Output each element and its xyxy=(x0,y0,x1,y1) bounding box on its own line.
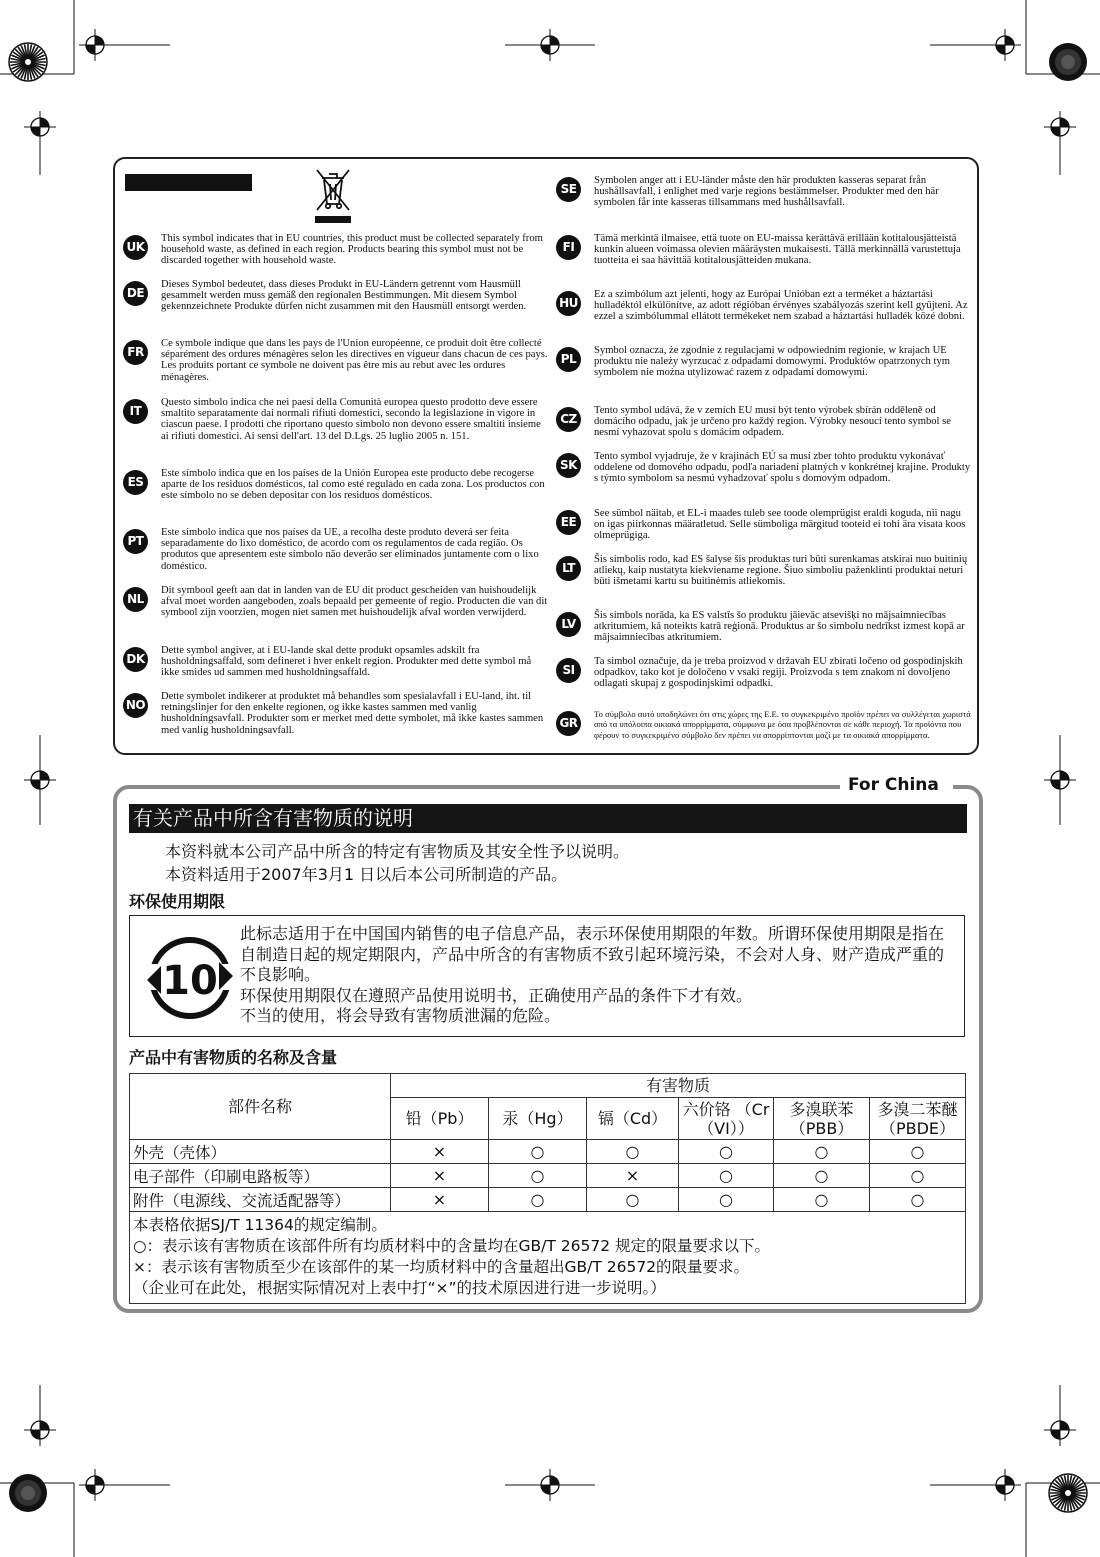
table-cell: × xyxy=(391,1164,489,1188)
table-cell: ○ xyxy=(489,1140,587,1164)
country-badge: DK xyxy=(123,647,148,672)
column-header: 多溴二苯醚 （PBDE） xyxy=(870,1098,966,1140)
row-name: 外壳（壳体） xyxy=(130,1140,391,1164)
country-badge: PL xyxy=(556,347,581,372)
part-name-header: 部件名称 xyxy=(130,1074,391,1140)
row-name: 附件（电源线、交流适配器等） xyxy=(130,1188,391,1212)
country-badge: GR xyxy=(556,711,581,736)
country-badge: SI xyxy=(556,658,581,683)
country-badge: NL xyxy=(123,587,148,612)
table-cell: ○ xyxy=(870,1140,966,1164)
notice-text: See sümbol näitab, et EL-i maades tuleb see toode olemprügist eraldi koguda, nii nagu on igas piirkonnas määratletud. Selle sümboliga märgitud tooteid ei tohi ära visata koos olmeprügiga. xyxy=(594,508,966,542)
table-cell: × xyxy=(391,1188,489,1212)
period-logo-number: 10 xyxy=(162,958,218,1004)
notice-text: Dette symbol angiver, at i EU-lande skal dette produkt opsamles adskilt fra husholdningsaffald, som defineret i hver enkelt region. Produkter med dette symbol må ikke smides ud sammen med husholdningsaffald. xyxy=(161,645,532,679)
table-row xyxy=(130,1188,966,1212)
environmental-period-box xyxy=(129,915,965,1037)
country-badge: DE xyxy=(123,281,148,306)
table-cell: ○ xyxy=(774,1140,870,1164)
hazardous-substances-table xyxy=(129,1073,966,1304)
column-header: 汞（Hg） xyxy=(489,1098,587,1140)
country-badge: CZ xyxy=(556,407,581,432)
column-header: 六价铬 （Cr（VI）） xyxy=(679,1098,774,1140)
china-intro xyxy=(165,840,629,886)
table-cell: ○ xyxy=(774,1164,870,1188)
table-cell: ○ xyxy=(587,1140,679,1164)
china-section-title: 有关产品中所含有害物质的说明 xyxy=(129,804,967,833)
intro-line: 本资料适用于2007年3月1 日以后本公司所制造的产品。 xyxy=(165,865,568,884)
header-bar xyxy=(125,174,252,191)
country-badge: LV xyxy=(556,612,581,637)
table-cell: ○ xyxy=(679,1164,774,1188)
notice-text: Dieses Symbol bedeutet, dass dieses Produkt in EU-Ländern getrennt vom Hausmüll gesammelt werden muss gemäß den regionalen Bestimmungen. Mit diesem Symbol gekennzeichnete Produkte dürfen nicht zusammen mit den Hausmüll entsorgt werden. xyxy=(161,279,527,313)
table-note: ○：表示该有害物质在该部件所有均质材料中的含量均在GB/T 26572 规定的限量要求以下。 xyxy=(133,1237,771,1255)
column-header: 镉（Cd） xyxy=(587,1098,679,1140)
country-badge: HU xyxy=(556,291,581,316)
table-note: （企业可在此处，根据实际情况对上表中打“×”的技术原因进行进一步说明。） xyxy=(133,1279,666,1297)
intro-line: 本资料就本公司产品中所含的特定有害物质及其安全性予以说明。 xyxy=(165,842,630,861)
environmental-protection-period-logo-icon xyxy=(145,928,235,1026)
notice-text: This symbol indicates that in EU countries, this product must be collected separately from household waste, as defined in each region. Products bearing this symbol must not be discarded together with household waste. xyxy=(161,233,543,267)
notice-text: Ce symbole indique que dans les pays de l'Union européenne, ce produit doit être collecté séparément des ordures ménagères selon les directives en vigueur dans chacun de ces pays. Les produits portant ce symbole ne doivent pas être mis au rebut avec les ordures ménagères. xyxy=(161,338,548,383)
notice-text: Ez a szimbólum azt jelenti, hogy az Európai Unióban ezt a terméket a háztartási hulladéktól elkülönítve, az adott régióban érvényes szabályozás szerint kell gyűjteni. Az ezzel a szimbólummal ellátott termékeket nem szabad a háztartási hulladék közé dobni. xyxy=(594,289,968,323)
crossed-out-wheelie-bin-icon xyxy=(313,164,353,224)
table-notes xyxy=(130,1212,966,1304)
notice-text: Questo simbolo indica che nei paesi della Comunità europea questo prodotto deve essere smaltito separatamente dai normali rifiuti domestici, secondo la legislazione in vigore in ciascun paese. I prodotti che riportano questo simbolo non devono essere smaltiti insieme ai rifiuti domestici. Ai sensi dell'art. 13 del D.Lgs. 25 luglio 2005 n. 151. xyxy=(161,397,541,442)
notice-text: Dit symbool geeft aan dat in landen van de EU dit product gescheiden van huishoudelijk afval moet worden aangeboden, zoals bepaald per gemeente of regio. Producten die van dit symbool zijn voorzien, mogen niet samen met huishoudelijk afval worden verwijderd. xyxy=(161,585,548,619)
period-paragraph: 环保使用期限仅在遵照产品使用说明书，正确使用产品的条件下才有效。 xyxy=(240,985,753,1005)
hazardous-substance-header: 有害物质 xyxy=(391,1074,966,1098)
table-row xyxy=(130,1164,966,1188)
notice-text: Ta simbol označuje, da je treba proizvod v državah EU zbirati ločeno od gospodinjskih odpadkov, tako kot je določeno v vsaki regiji. Proizvoda s tem znakom ni dovoljeno odlagati skupaj z gospodinjskimi odpadki. xyxy=(594,656,963,690)
table-cell: ○ xyxy=(489,1164,587,1188)
table-cell: × xyxy=(587,1164,679,1188)
notice-text: Symbolen anger att i EU-länder måste den här produkten kasseras separat från hushållsavfall, i enlighet med varje regions bestämmelser. Produkter med den här symbolen får inte kasseras tillsammans med hushållsavfall. xyxy=(594,175,939,209)
notice-text: Este símbolo indica que en los países de la Unión Europea este producto debe recogerse aparte de los residuos domésticos, tal como esté regulado en cada zona. Los productos con este símbolo no se deben depositar con los residuos domésticos. xyxy=(161,468,545,502)
row-name: 电子部件（印刷电路板等） xyxy=(130,1164,391,1188)
notice-text: Tento symbol udává, že v zemích EU musí být tento výrobek sbírán odděleně od domácího odpadu, jak je určeno pro každý region. Výrobky nesoucí tento symbol se nesmí vyhazovat spolu s domácím odpadem. xyxy=(594,405,951,439)
notice-text: Dette symbolet indikerer at produktet må behandles som spesialavfall i EU-land, iht. til retningslinjer for den enkelte regionen, og ikke kastes sammen med vanlig husholdningsavfall. Produkter som er merket med dette symbolet, må ikke kastes sammen med vanlig husholdningsavfall. xyxy=(161,691,544,736)
table-notes-row xyxy=(130,1212,966,1304)
period-paragraph: 此标志适用于在中国国内销售的电子信息产品，表示环保使用期限的年数。所谓环保使用期限是指在自制造日起的规定期限内，产品中所含的有害物质不致引起环境污染，不会对人身、财产造成严重的不良影响。 xyxy=(240,924,945,984)
table-heading: 产品中有害物质的名称及含量 xyxy=(129,1048,338,1067)
for-china-tag: For China xyxy=(840,773,953,797)
period-paragraph: 不当的使用，将会导致有害物质泄漏的危险。 xyxy=(240,1006,561,1025)
country-badge: SE xyxy=(556,177,581,202)
table-row xyxy=(130,1140,966,1164)
country-badge: ES xyxy=(123,470,148,495)
country-badge: UK xyxy=(123,235,148,260)
country-badge: EE xyxy=(556,510,581,535)
notice-text: Tento symbol vyjadruje, že v krajinách EÚ sa musí zber tohto produktu vykonávať oddelene od domového odpadu, podľa nariadení platných v konkrétnej krajine. Produkty s týmto symbolom sa nesmú vyhadzovať spolu s domovým odpadom. xyxy=(594,451,971,485)
table-cell: ○ xyxy=(774,1188,870,1212)
country-badge: PT xyxy=(123,529,148,554)
period-heading: 环保使用期限 xyxy=(129,892,226,911)
table-cell: ○ xyxy=(870,1188,966,1212)
table-cell: ○ xyxy=(870,1164,966,1188)
column-header: 铅（Pb） xyxy=(391,1098,489,1140)
country-badge: FR xyxy=(123,340,148,365)
eu-disposal-notice-box xyxy=(113,157,979,755)
table-cell: ○ xyxy=(679,1188,774,1212)
table-cell: ○ xyxy=(679,1140,774,1164)
notice-text: Το σύμβολο αυτό υποδηλώνει ότι στις χώρες της Ε.Ε. το συγκεκριμένο προϊόν πρέπει να συλλέγεται χωριστά από τα υπόλοιπα οικιακά απορρίμματα, σύμφωνα με όσα προβλέπονται σε κάθε περιοχή. Τα προϊόντα που φέρουν το συγκεκριμένο σύμβολο δεν πρέπει να απορρίπτονται μαζί με τα οικιακά απορρίμματα. xyxy=(594,709,971,740)
country-badge: IT xyxy=(123,399,148,424)
period-description xyxy=(240,924,958,1027)
column-header: 多溴联苯 （PBB） xyxy=(774,1098,870,1140)
country-badge: NO xyxy=(123,693,148,718)
notice-text: Este símbolo indica que nos países da UE, a recolha deste produto deverá ser feita separadamente do lixo doméstico, de acordo com os regulamentos de cada região. Os produtos que apresentem este símbolo não deverão ser eliminados juntamente com o lixo doméstico. xyxy=(161,527,539,572)
notice-text: Symbol oznacza, że zgodnie z regulacjami w odpowiednim regionie, w krajach UE produktu nie należy wyrzucać z odpadami domowymi. Produktów opatrzonych tym symbolem nie można utylizować razem z odpadami domowymi. xyxy=(594,345,950,379)
notice-text: Šis simbolis rodo, kad ES šalyse šis produktas turi būti surenkamas atskirai nuo buitinių atliekų, kaip nustatyta kiekviename regione. Šiuo simboliu paženklinti produktai neturi būti išmetami kartu su buitinėmis atliekomis. xyxy=(594,554,968,588)
table-cell: ○ xyxy=(489,1188,587,1212)
notice-text: Tämä merkintä ilmaisee, että tuote on EU-maissa kerättävä erillään kotitalousjätteistä kunkin alueen voimassa olevien määräysten mukaisesti. Tällä merkinnällä varustettuja tuotteita ei saa hävittää kotitalousjätteiden mukana. xyxy=(594,233,961,267)
table-cell: ○ xyxy=(587,1188,679,1212)
table-note: ×：表示该有害物质至少在该部件的某一均质材料中的含量超出GB/T 26572的限量要求。 xyxy=(133,1258,750,1276)
country-badge: FI xyxy=(556,235,581,260)
country-badge: LT xyxy=(556,556,581,581)
table-cell: × xyxy=(391,1140,489,1164)
country-badge: SK xyxy=(556,453,581,478)
notice-text: Šis simbols norāda, ka ES valstīs šo produktu jāievāc atsevišķi no mājsaimniecības atkritumiem, kā noteikts katrā reģionā. Produktus ar šo simbolu nedrīkst izmest kopā ar mājsaimniecības atkritumiem. xyxy=(594,610,965,644)
table-note: 本表格依据SJ/T 11364的规定编制。 xyxy=(133,1216,387,1234)
